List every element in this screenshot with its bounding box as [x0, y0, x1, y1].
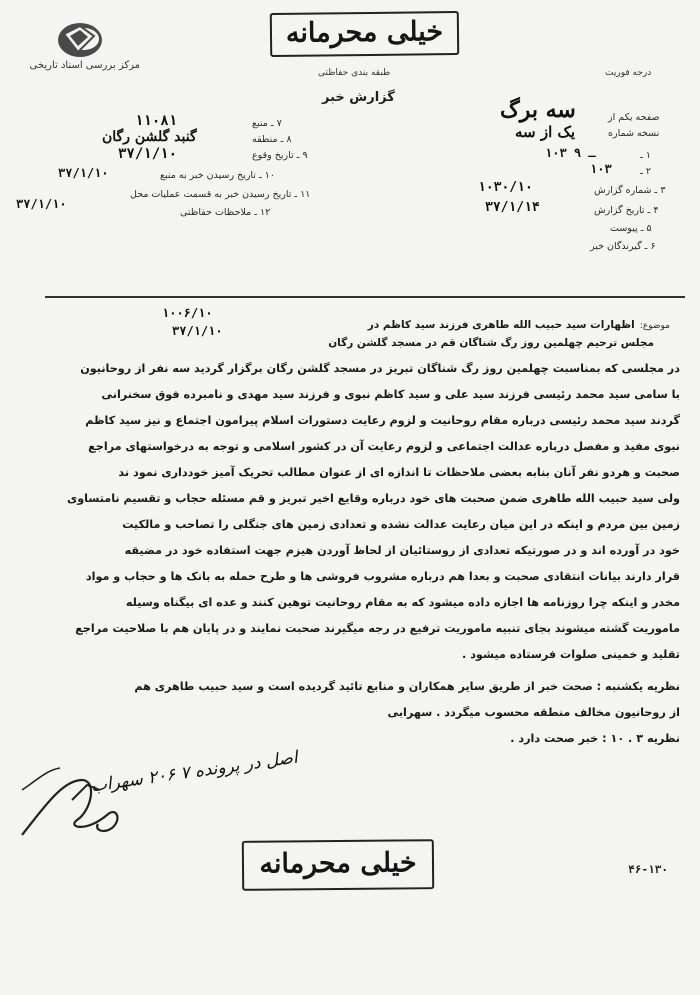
- classification-label: طبقه بندی حفاظتی: [318, 68, 391, 78]
- body-line: قرار دارند بیانات انتقادی صحبت و بعدا هم درباره مشروب فروشی ها و طرح حمله به بانک ها و حجاب و مواد: [85, 570, 680, 583]
- field-value: ۱۰۳ ـ ۹: [545, 146, 596, 160]
- header-divider: [45, 296, 685, 298]
- field-value: ۳۷/۱/۱۰: [58, 166, 109, 180]
- body-line: خود در آورده اند و در صورتیکه تعدادی از روستائیان از لحاظ آوردن هیزم جهت استفاده خود در مضیقه: [124, 544, 680, 557]
- field-value: ۱۱۰۸۱: [135, 113, 178, 129]
- analysis-line: نظریه یکشنبه : صحت خبر از طریق سایر همکاران و منابع تائید گردیده است و سید حبیب طاهری هم: [134, 680, 680, 693]
- field-label: ۱۲ ـ ملاحظات حفاظتی: [180, 207, 271, 218]
- confidential-stamp-bottom: خیلی محرمانه: [242, 839, 434, 891]
- archive-reference-number: ۴۶-۱۳۰: [628, 863, 668, 876]
- archive-logo-text: مرکز بررسی اسناد تاریخی: [29, 60, 140, 71]
- field-value: یک از سه: [515, 123, 576, 141]
- body-line: مخدر و اینکه چرا روزنامه ها اجازه داده میشود که به مقام روحانیت توهین کنند و عده ای بیگناه وسیله: [125, 596, 680, 609]
- body-line: نبوی مفید و مفصل درباره عدالت اجتماعی و لزوم رعایت آن در کشور اسلامی و توجه به درخواستهای مراجع: [88, 440, 680, 453]
- field-label: صفحه یکم از: [608, 112, 660, 123]
- body-line: تقلید و خمینی صلوات فرستاده میشود .: [462, 648, 680, 661]
- field-label: ۲ ـ: [640, 166, 651, 177]
- field-value: ۱۰۳: [590, 162, 612, 176]
- field-label: ۳ ـ شماره گزارش: [594, 185, 666, 196]
- field-value: گنبد گلشن رگان: [102, 129, 197, 145]
- analysis-line: از روحانیون مخالف منطقه محسوب میگردد . سهرابی: [387, 706, 680, 719]
- priority-label: درجه فوریت: [605, 68, 652, 78]
- field-value: ۳۷/۱/۱۴: [485, 200, 540, 215]
- field-label: ۴ ـ تاریخ گزارش: [594, 205, 659, 216]
- body-line: ماموریت گشته میشوند بجای تنبیه ماموریت ترفیع در رجه میگیرند صحبت نمایند و در پایان هم با صلاحیت مراجع: [75, 622, 680, 635]
- field-label: ۵ ـ پیوست: [610, 223, 652, 234]
- field-value: ۳۷/۱/۱۰: [118, 146, 178, 162]
- field-label: ۶ ـ گیرندگان خبر: [590, 241, 656, 252]
- analysis-line: نظریه ۳ . ۱۰ : خبر صحت دارد .: [510, 732, 680, 745]
- body-line: صحبت و هردو نفر آنان بنابه بعضی ملاحظات تا اندازه ای از عنوان مطالب تحریک آمیز خودداری نمود ند: [118, 466, 680, 479]
- signature-scribble: [12, 740, 282, 850]
- body-line: در مجلسی که بمناسبت چهلمین روز رگ شناگان تبریز در مسجد گلشن رگان برگزار گردید سه نفر از روحانیون: [80, 362, 680, 375]
- field-label: ۹ ـ تاریخ وقوع: [252, 150, 308, 161]
- handwritten-note: اصل در پرونده ۷ ۲۰۶ سهراب: [89, 747, 299, 797]
- field-label: ۱۱ ـ تاریخ رسیدن خبر به قسمت عملیات محل: [130, 189, 311, 200]
- field-label: ۸ ـ منطقه: [252, 134, 292, 145]
- field-label: ۷ ـ منبع: [252, 118, 282, 129]
- confidential-stamp-top: خیلی محرمانه: [270, 11, 459, 57]
- field-value: سه برگ: [500, 97, 576, 123]
- body-line: با سامی سید محمد رئیسی فرزند سید علی و سید کاظم نبوی و فرزند سید مهدی و نامبرده فوق سخنرانی: [101, 388, 680, 401]
- subject-line-2: مجلس ترحیم چهلمین روز رگ شناگان قم در مسجد گلشن رگان: [328, 337, 654, 349]
- margin-note-date: ۳۷/۱/۱۰: [172, 324, 223, 338]
- margin-note-number: ۱۰۰۶/۱۰: [162, 306, 213, 320]
- body-line: ولی سید حبیب الله طاهری ضمن صحبت های خود درباره وقایع اخیر تبریز و قم مسئله حجاب و تقسیم نامتساوی: [66, 492, 680, 505]
- archive-logo-icon: [50, 18, 106, 64]
- field-label: ۱۰ ـ تاریخ رسیدن خبر به منبع: [160, 170, 275, 181]
- field-value: ۳۷/۱/۱۰: [16, 197, 67, 211]
- body-line: زمین بین مردم و اینکه در این میان رعایت عدالت نشده و تعدادی زمین های جنگلی را تصاحب و مالکیت: [122, 518, 680, 531]
- field-label: نسخه شماره: [608, 128, 660, 139]
- subject-line-1: اظهارات سید حبیب الله طاهری فرزند سید کاظم در: [367, 319, 635, 331]
- field-label: ۱ ـ: [640, 150, 651, 161]
- report-type: گزارش خبر: [322, 90, 395, 105]
- body-line: گردند سید محمد رئیسی درباره مقام روحانیت و لزوم رعایت دستورات اسلام پیرامون اجتماع و نیز سید کاظم: [85, 414, 680, 427]
- field-value: ۱۰۳۰/۱۰: [478, 180, 533, 195]
- subject-label: موضوع:: [639, 321, 670, 331]
- report-body: [40, 356, 680, 668]
